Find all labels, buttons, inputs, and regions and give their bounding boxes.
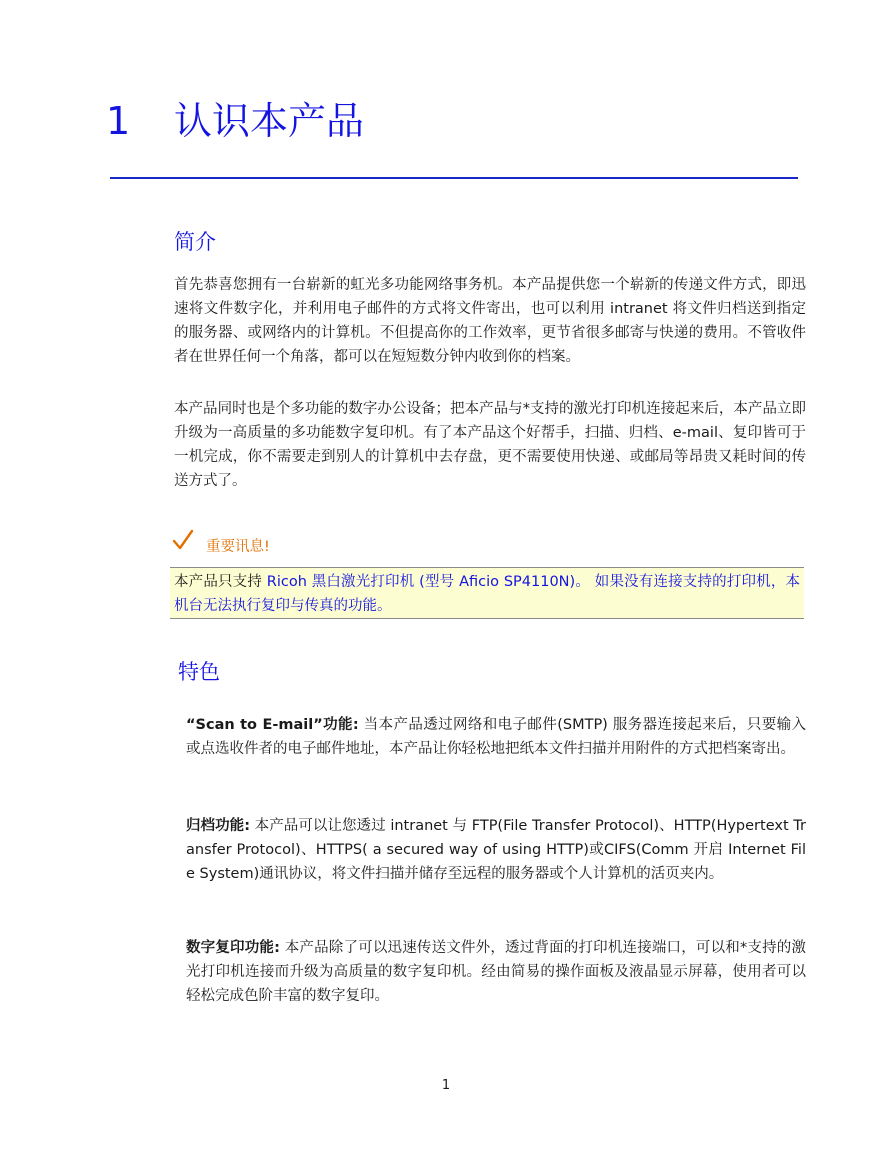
notice-box <box>170 567 804 619</box>
notice-text <box>174 570 800 618</box>
features-heading: 特色 <box>178 660 220 684</box>
feature-text: 本产品除了可以迅速传送文件外，透过背面的打印机连接端口，可以和*支持的激光打印机连接而升级为高质量的数字复印机。经由简易的操作面板及液晶显示屏幕，使用者可以轻松完成色阶丰富的数字复印。 <box>186 940 806 1004</box>
intro-heading: 简介 <box>174 230 216 254</box>
notice-title: 重要讯息! <box>206 539 270 555</box>
notice-text-prefix: 本产品只支持 <box>174 574 267 590</box>
checkmark-icon <box>172 528 194 552</box>
chapter-divider <box>110 177 798 179</box>
feature-text: 本产品可以让您透过 intranet 与 FTP(File Transfer Protocol)、HTTP(Hypertext Transfer Protocol)、HTTPS( a secured way of using HTTP)或CIFS(Comm 开启 Internet File System)通讯协议，将文件扫描并储存至远程的服务器或个人计算机的活页夹内。 <box>186 818 806 882</box>
notice-model: Ricoh 黑白激光打印机 (型号 Aficio SP4110N)。 <box>266 574 591 590</box>
feature-item <box>186 936 806 1008</box>
feature-item <box>186 713 806 761</box>
notice-text-suffix: 如果没有连接支持的打印机，本机台无法执行复印与传真的功能。 <box>174 574 800 614</box>
feature-label: “Scan to E-mail”功能: <box>186 717 359 733</box>
chapter-title-text: 认识本产品 <box>174 99 365 143</box>
chapter-number: 1 <box>106 99 131 143</box>
feature-label: 数字复印功能: <box>186 940 280 956</box>
feature-item <box>186 814 806 886</box>
feature-text: 当本产品透过网络和电子邮件(SMTP) 服务器连接起来后，只要输入或点选收件者的电子邮件地址，本产品让你轻松地把纸本文件扫描并用附件的方式把档案寄出。 <box>186 717 806 757</box>
intro-paragraph-1: 首先恭喜您拥有一台崭新的虹光多功能网络事务机。本产品提供您一个崭新的传递文件方式，即迅速将文件数字化，并利用电子邮件的方式将文件寄出，也可以利用 intranet 将文件归档送到指定的服务器、或网络内的计算机。不但提高你的工作效率，更节省很多邮寄与快递的费用。不管收件者在世界任何一个角落，都可以在短短数分钟内收到你的档案。 <box>174 277 806 365</box>
chapter-title <box>106 96 364 146</box>
page-number: 1 <box>441 1078 451 1093</box>
intro-paragraph-2: 本产品同时也是个多功能的数字办公设备；把本产品与*支持的激光打印机连接起来后，本产品立即升级为一高质量的多功能数字复印机。有了本产品这个好帮手，扫描、归档、e-mail、复印皆可于一机完成，你不需要走到别人的计算机中去存盘，更不需要使用快递、或邮局等昂贵又耗时间的传送方式了。 <box>174 401 806 489</box>
feature-label: 归档功能: <box>186 818 251 834</box>
